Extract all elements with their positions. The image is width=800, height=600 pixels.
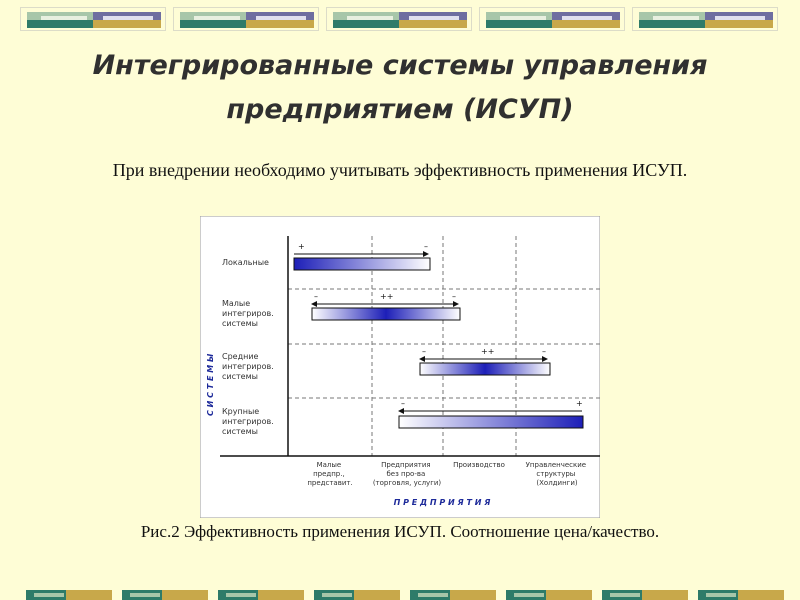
efficiency-mark: – [401, 399, 405, 408]
efficiency-bar-large [399, 416, 583, 428]
efficiency-mark: – [424, 242, 428, 251]
enterprise-label-small: Малые предпр., представит. [307, 461, 353, 487]
system-label-local: Локальные [222, 258, 269, 267]
slide-title-line-2: предприятием (ИСУП) [226, 94, 574, 125]
decor-tile [173, 7, 319, 31]
system-label-small: Малые интегриров. системы [222, 299, 274, 328]
enterprise-label-nonproduction: Предприятия без про-ва (торговля, услуги) [372, 461, 442, 487]
intro-text: При внедрении необходимо учитывать эффективность применения ИСУП. [112, 160, 688, 180]
efficiency-mark: – [542, 347, 546, 356]
slide-title [0, 44, 800, 132]
effectiveness-diagram [200, 216, 600, 518]
effectiveness-figure [200, 216, 600, 518]
efficiency-mark: + [576, 399, 583, 408]
efficiency-mark: ++ [380, 292, 394, 301]
efficiency-mark: – [314, 292, 318, 301]
vertical-axis-label: С И С Т Е М Ы [206, 353, 215, 416]
decor-tile [326, 7, 472, 31]
efficiency-bar-local [294, 258, 430, 270]
enterprise-label-holdings: Управленческие структуры (Холдинги) [525, 461, 587, 487]
efficiency-bar-small [312, 308, 460, 320]
efficiency-bar-medium [420, 363, 550, 375]
efficiency-mark: + [298, 242, 305, 251]
decor-tile [479, 7, 625, 31]
slide-title-line-1: Интегрированные системы управления [92, 50, 708, 81]
efficiency-mark: ++ [481, 347, 495, 356]
decor-tile [20, 7, 166, 31]
decor-tile [632, 7, 778, 31]
horizontal-axis-label: П Р Е Д П Р И Я Т И Я [393, 498, 491, 507]
efficiency-mark: – [422, 347, 426, 356]
efficiency-mark: – [452, 292, 456, 301]
figure-caption: Рис.2 Эффективность применения ИСУП. Соотношение цена/качество. [140, 522, 660, 541]
enterprise-label-production: Производство [453, 461, 505, 469]
system-label-large: Крупные интегриров. системы [222, 407, 274, 436]
system-label-medium: Средние интегриров. системы [222, 352, 274, 381]
